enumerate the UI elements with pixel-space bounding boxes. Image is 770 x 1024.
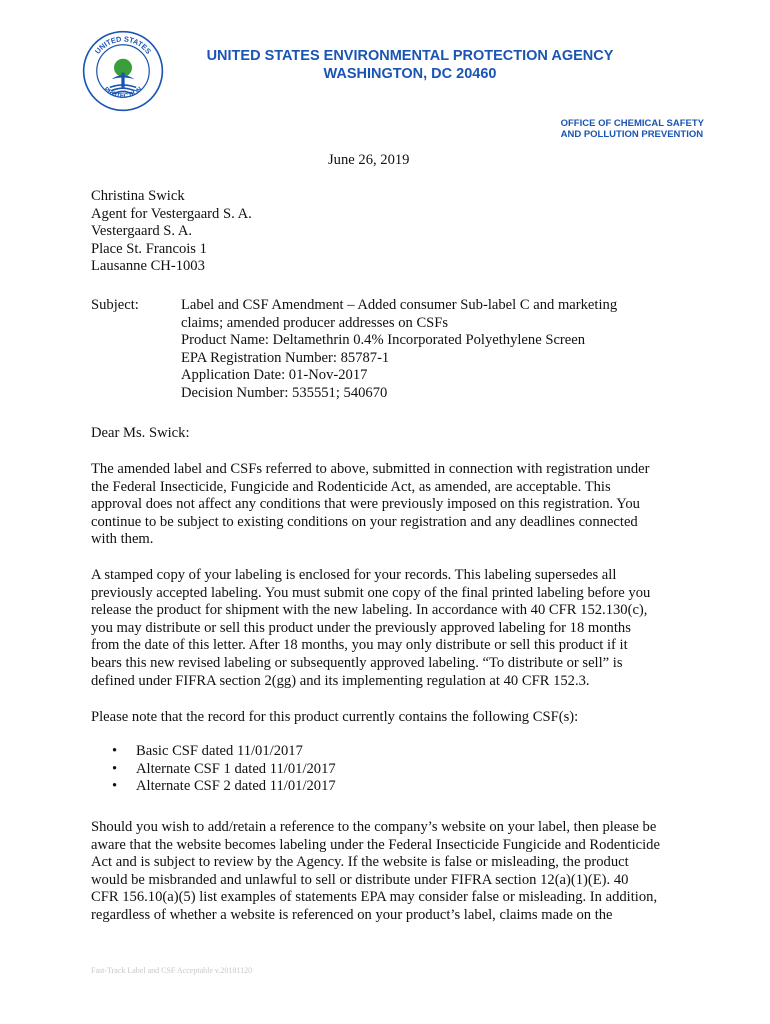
paragraph-line: would be misbranded and unlawful to sell or distribute under FIFRA section 12(a)(1)(E). 40 xyxy=(91,871,629,888)
paragraph-line: previously accepted labeling. You must submit one copy of the final printed labeling before you xyxy=(91,584,651,601)
paragraph-csf-note: Please note that the record for this product currently contains the following CSF(s): xyxy=(91,709,579,725)
subject-line: Product Name: Deltamethrin 0.4% Incorporated Polyethylene Screen xyxy=(181,332,586,349)
seal-top-text: UNITED STATES xyxy=(93,34,154,56)
csf-item-label: Basic CSF dated 11/01/2017 xyxy=(136,743,303,759)
paragraph-line: The amended label and CSFs referred to above, submitted in connection with registration under xyxy=(91,461,650,477)
office-line-2: AND POLLUTION PREVENTION xyxy=(560,129,704,140)
list-item xyxy=(110,743,336,761)
agency-location: WASHINGTON, DC 20460 xyxy=(323,66,497,82)
subject-line: EPA Registration Number: 85787-1 xyxy=(181,349,390,366)
paragraph-line: approval does not affect any conditions that were previously imposed on this registration. You xyxy=(91,496,640,513)
paragraph-line: defined under FIFRA section 2(gg) and its implementing regulation at 40 CFR 152.3. xyxy=(91,672,590,689)
address-line: Lausanne CH-1003 xyxy=(91,258,205,275)
office-header xyxy=(561,118,704,140)
agency-name: UNITED STATES ENVIRONMENTAL PROTECTION AGENCY xyxy=(206,48,614,64)
letter-date: June 26, 2019 xyxy=(328,152,410,168)
paragraph-line: A stamped copy of your labeling is enclosed for your records. This labeling supersedes all xyxy=(91,567,617,583)
paragraph-approval xyxy=(91,461,671,549)
paragraph-website xyxy=(91,819,671,925)
address-line: Place St. Francois 1 xyxy=(91,240,207,257)
paragraph-line: Should you wish to add/retain a reference to the company’s website on your label, then please be xyxy=(91,819,657,835)
paragraph-line: Act and is subject to review by the Agency. If the website is false or misleading, the product xyxy=(91,854,629,871)
paragraph-labeling xyxy=(91,567,671,690)
paragraph-line: bears this new revised labeling or subsequently approved labeling. “To distribute or sell” is xyxy=(91,654,623,671)
subject-label: Subject: xyxy=(91,297,139,313)
address-line: Christina Swick xyxy=(91,188,185,204)
paragraph-line: with them. xyxy=(91,531,154,548)
bullet-icon: • xyxy=(112,760,118,777)
paragraph-line: you may distribute or sell this product under the previously approved labeling for 18 months xyxy=(91,619,631,636)
paragraph-line: release the product for shipment with the new labeling. In accordance with 40 CFR 152.130(c), xyxy=(91,602,648,619)
paragraph-line: the Federal Insecticide, Fungicide and Rodenticide Act, as amended, are acceptable. This xyxy=(91,478,611,495)
csf-item-label: Alternate CSF 2 dated 11/01/2017 xyxy=(136,778,336,795)
agency-header xyxy=(170,47,650,83)
subject-line: Application Date: 01-Nov-2017 xyxy=(181,367,368,384)
subject-line: claims; amended producer addresses on CSFs xyxy=(181,314,449,331)
csf-list xyxy=(110,743,336,796)
bullet-icon: • xyxy=(112,743,118,759)
list-item xyxy=(110,761,336,779)
office-line-1: OFFICE OF CHEMICAL SAFETY xyxy=(560,118,704,129)
epa-seal-logo xyxy=(82,30,164,112)
subject-line: Label and CSF Amendment – Added consumer Sub-label C and marketing xyxy=(181,297,618,313)
bullet-icon: • xyxy=(112,778,118,795)
recipient-address xyxy=(91,188,252,276)
paragraph-line: regardless of whether a website is referenced on your product’s label, claims made on the xyxy=(91,906,613,923)
page-footer: Fast-Track Label and CSF Acceptable v.20181120 xyxy=(91,966,253,975)
seal-bottom-text: PROTECTION xyxy=(102,85,144,101)
subject-block xyxy=(181,297,661,403)
subject-line: Decision Number: 535551; 540670 xyxy=(181,384,388,401)
paragraph-line: CFR 156.10(a)(5) list examples of statements EPA may consider false or misleading. In addition, xyxy=(91,889,658,906)
address-line: Vestergaard S. A. xyxy=(91,223,193,240)
paragraph-line: aware that the website becomes labeling under the Federal Insecticide Fungicide and Rodenticide xyxy=(91,836,660,853)
paragraph-line: continue to be subject to existing conditions on your registration and any deadlines connected xyxy=(91,513,638,530)
salutation: Dear Ms. Swick: xyxy=(91,425,190,441)
paragraph-line: from the date of this letter. After 18 months, you may only distribute or sell this product if it xyxy=(91,637,628,654)
list-item xyxy=(110,778,336,796)
csf-item-label: Alternate CSF 1 dated 11/01/2017 xyxy=(136,760,336,777)
address-line: Agent for Vestergaard S. A. xyxy=(91,205,252,222)
